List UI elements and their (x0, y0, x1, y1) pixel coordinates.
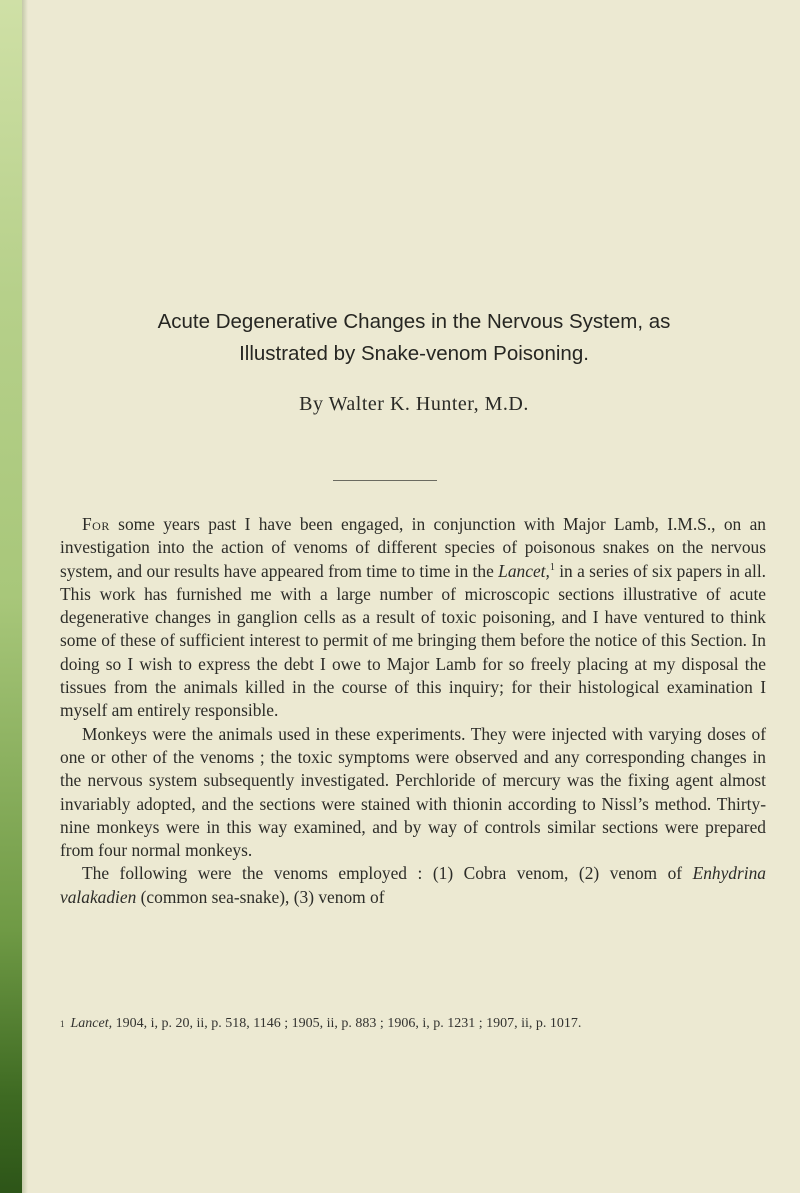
paragraph-3 (60, 862, 766, 909)
paragraph-1 (60, 513, 766, 723)
article-body (60, 513, 766, 909)
author-byline: By Walter K. Hunter, M.D. (299, 393, 529, 415)
footnote-journal: Lancet, (70, 1016, 113, 1031)
article-title (54, 306, 774, 370)
document-page (54, 0, 774, 1193)
paragraph-2: Monkeys were the animals used in these experiments. They were injected with varying doses of one or other of the venoms ; the toxic symptoms were observed and any corresponding changes in the nervous system subsequently investigated. Perchloride of mercury was the fixing agent almost invariably adopted, and the sections were stained with thionin according to Nissl’s method. Thirty-nine monkeys were in this way examined, and by way of controls similar sections were prepared from four normal monkeys. (60, 723, 766, 861)
book-binding-edge (0, 0, 22, 1193)
article-title-line-2: Illustrated by Snake-venom Poisoning. (239, 342, 589, 365)
footnote-text: 1904, i, p. 20, ii, p. 518, 1146 ; 1905, ii, p. 883 ; 1906, i, p. 1231 ; 1907, ii, p. 1017. (112, 1016, 582, 1031)
paragraph-1-first-word: For (82, 514, 110, 534)
footnote-reference[interactable]: 1 (549, 561, 555, 573)
paragraph-1-text-b: in a series of six papers in all. This work has furnished me with a large number of microscopic sections illustrative of acute degenerative changes in ganglion cells as a result of toxic poisoning, and I have ventured to think some of these of sufficient interest to permit of me bringing them before the notice of this Section. In doing so I wish to express the debt I owe to Major Lamb for so freely placing at my disposal the tissues from the animals killed in the course of this inquiry; for their histological examination I myself am entirely responsible. (60, 560, 766, 721)
footnote-mark: 1 (60, 1019, 65, 1029)
species-name: Enhydrina valakadien (60, 863, 766, 907)
footnote (60, 1015, 766, 1033)
paragraph-3-text-b: (common sea-snake), (3) venom of (136, 886, 385, 907)
paragraph-1-text-a: some years past I have been engaged, in conjunction with Major Lamb, I.M.S., on an investigation into the action of venoms of different species of poisonous snakes on the nervous system, and our results have appeared from time to time in the (60, 514, 766, 581)
paragraph-3-text-a: The following were the venoms employed : (1) Cobra venom, (2) venom of (82, 863, 693, 884)
journal-name: Lancet, (498, 560, 550, 581)
section-divider (333, 480, 437, 481)
article-title-line-1: Acute Degenerative Changes in the Nervous System, as (157, 310, 671, 333)
